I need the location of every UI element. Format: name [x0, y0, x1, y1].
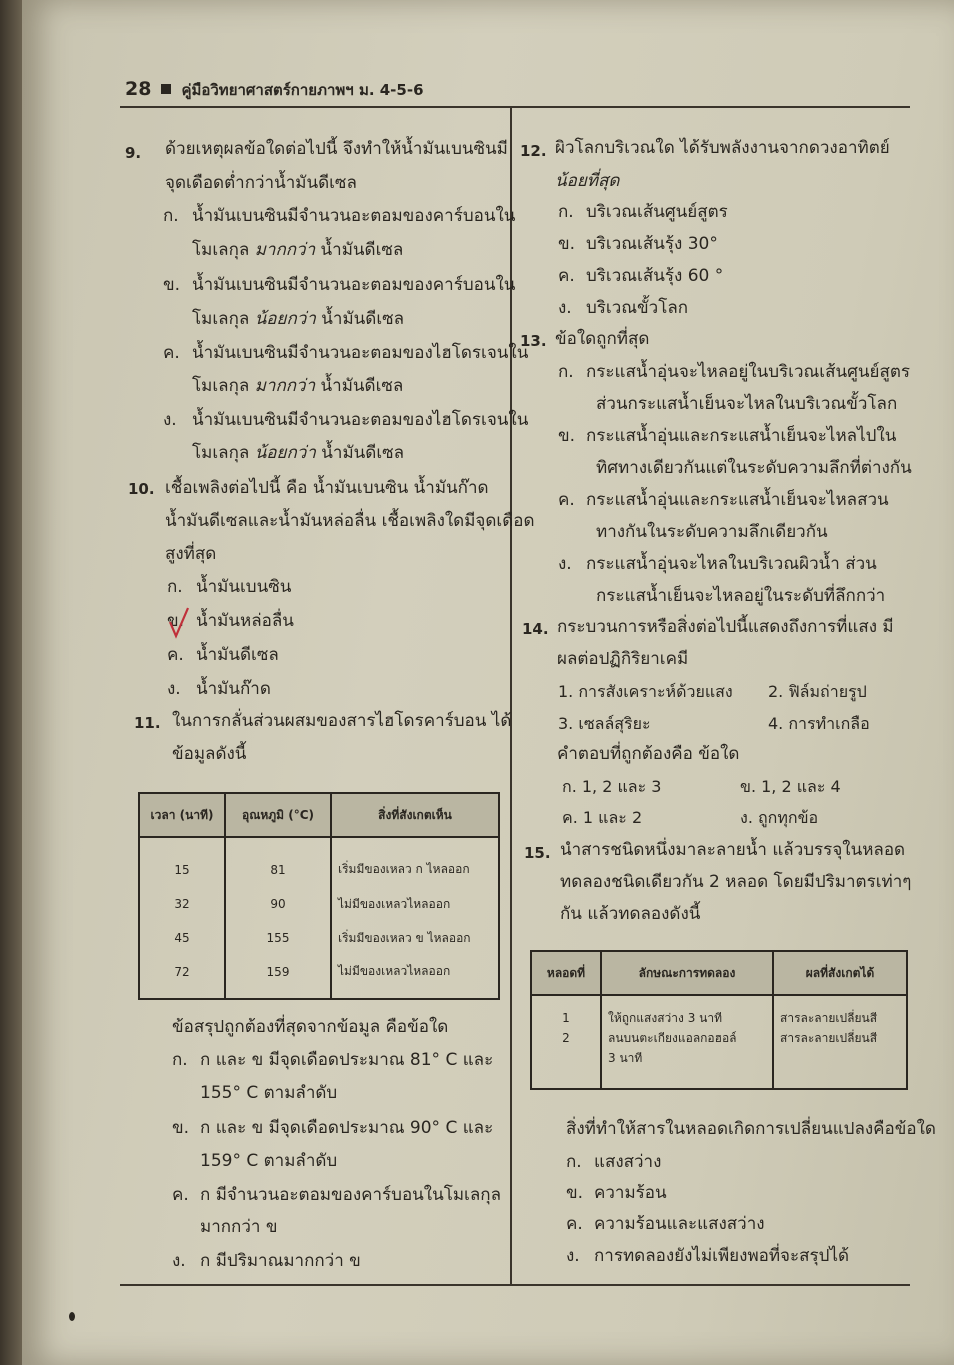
q9-option-d-line2: โมเลกุล น้อยกว่า น้ำมันดีเซล: [192, 443, 405, 463]
header-rule: [120, 106, 910, 108]
q14-item-3: 3. เซลล์สุริยะ: [558, 714, 651, 733]
col-temp-header: อุณหภูมิ (°C): [225, 793, 331, 837]
q9-stem-line2: จุดเดือดต่ำกว่าน้ำมันดีเซล: [165, 173, 357, 193]
q15-option-c: ความร้อนและแสงสว่าง: [594, 1214, 765, 1234]
q15-option-a: แสงสว่าง: [594, 1152, 662, 1172]
q14-number: 14.: [522, 620, 549, 638]
table-cell: 15: [139, 837, 225, 887]
q14-item-1: 1. การสังเคราะห์ด้วยแสง: [558, 682, 733, 701]
q11-option-c-line1: ก มีจำนวนอะตอมของคาร์บอนในโมเลกุล: [200, 1185, 501, 1205]
q10-option-c-marker: ค.: [167, 645, 184, 665]
page-header: [125, 78, 424, 102]
q10-stem-line1: เชื้อเพลิงต่อไปนี้ คือ น้ำมันเบนซิน น้ำมันก๊าด: [165, 478, 489, 498]
book-title: คู่มือวิทยาศาสตร์กายภาพฯ ม. 4-5-6: [181, 81, 424, 99]
q15-option-b: ความร้อน: [594, 1183, 667, 1203]
q10-stem-line3: สูงที่สุด: [165, 544, 217, 564]
col-time-header: เวลา (นาที): [139, 793, 225, 837]
distillation-table: [138, 792, 500, 1000]
q9-option-c-line2: โมเลกุล มากกว่า น้ำมันดีเซล: [192, 376, 404, 396]
q9-option-a-line2: โมเลกุล มากกว่า น้ำมันดีเซล: [192, 240, 404, 260]
table-cell-method: ให้ถูกแสงสว่าง 3 นาที ลนบนตะเกียงแอลกอฮอล์ 3 นาที: [601, 995, 773, 1089]
q11-option-a-line1: ก และ ข มีจุดเดือดประมาณ 81° C และ: [200, 1050, 494, 1070]
q15-stem-line2: ทดลองชนิดเดียวกัน 2 หลอด โดยมีปริมาตรเท่าๆ: [560, 872, 912, 892]
q10-option-b: น้ำมันหล่อลื่น: [196, 611, 294, 631]
q10-option-d-marker: ง.: [167, 679, 181, 699]
q15-number: 15.: [524, 844, 551, 862]
q11-stem-line1: ในการกลั่นส่วนผสมของสารไฮโดรคาร์บอน ได้: [172, 711, 512, 731]
q13-option-c-marker: ค.: [558, 490, 575, 510]
q11-stem-line2: ข้อมูลดังนี้: [172, 744, 247, 764]
table-row: [531, 995, 907, 1089]
q12-option-b-marker: ข.: [558, 234, 576, 254]
q14-prompt: คำตอบที่ถูกต้องคือ ข้อใด: [557, 744, 740, 764]
q9-option-b-line1: น้ำมันเบนซินมีจำนวนอะตอมของคาร์บอนใน: [192, 275, 516, 295]
q13-option-b-marker: ข.: [558, 426, 576, 446]
q13-option-b-line2: ทิศทางเดียวกันแต่ในระดับความลึกที่ต่างกัน: [596, 458, 912, 478]
col-observation-header: สิ่งที่สังเกตเห็น: [331, 793, 499, 837]
ink-spot: [69, 1312, 75, 1321]
q10-option-a: น้ำมันเบนซิน: [196, 577, 292, 597]
q15-option-d-marker: ง.: [566, 1246, 580, 1266]
q15-stem-line1: นำสารชนิดหนึ่งมาละลายน้ำ แล้วบรรจุในหลอด: [560, 840, 906, 860]
table-cell: ไม่มีของเหลวไหลออก: [331, 887, 499, 921]
q13-option-a-line2: ส่วนกระแสน้ำเย็นจะไหลในบริเวณขั้วโลก: [596, 394, 898, 414]
q10-option-a-marker: ก.: [167, 577, 183, 597]
page-number: 28: [125, 78, 152, 100]
q9-option-b-line2: โมเลกุล น้อยกว่า น้ำมันดีเซล: [192, 309, 405, 329]
q11-option-c-line2: มากกว่า ข: [200, 1217, 278, 1237]
q12-stem-line1: ผิวโลกบริเวณใด ได้รับพลังงานจากดวงอาทิตย์: [555, 138, 890, 158]
table-cell: เริ่มมีของเหลว ก ไหลออก: [331, 837, 499, 887]
q15-stem-line3: กัน แล้วทดลองดังนี้: [560, 904, 701, 924]
q13-option-a-line1: กระแสน้ำอุ่นจะไหลอยู่ในบริเวณเส้นศูนย์สูตร: [586, 362, 911, 382]
q11-option-a-line2: 155° C ตามลำดับ: [200, 1083, 338, 1103]
table-cell-tubes: 1 2: [531, 995, 601, 1089]
table-row: [139, 837, 499, 887]
q13-option-b-line1: กระแสน้ำอุ่นและกระแสน้ำเย็นจะไหลไปใน: [586, 426, 897, 446]
q13-stem: ข้อใดถูกที่สุด: [555, 329, 650, 349]
table-row: [139, 887, 499, 921]
q12-option-b: บริเวณเส้นรุ้ง 30°: [586, 234, 718, 254]
table-cell: 32: [139, 887, 225, 921]
q11-option-b-line2: 159° C ตามลำดับ: [200, 1151, 338, 1171]
q12-option-c: บริเวณเส้นรุ้ง 60 °: [586, 266, 724, 286]
table-cell: 90: [225, 887, 331, 921]
q13-option-c-line2: ทางกันในระดับความลึกเดียวกัน: [596, 522, 828, 542]
q15-option-c-marker: ค.: [566, 1214, 583, 1234]
q15-option-d: การทดลองยังไม่เพียงพอที่จะสรุปได้: [594, 1246, 850, 1266]
q10-option-c: น้ำมันดีเซล: [196, 645, 279, 665]
light-heat-table: [530, 950, 908, 1090]
q9-number: 9.: [125, 144, 142, 162]
q10-number: 10.: [128, 480, 155, 498]
q10-option-d: น้ำมันก๊าด: [196, 679, 271, 699]
pen-check-mark-icon: [168, 606, 190, 640]
q15-option-b-marker: ข.: [566, 1183, 584, 1203]
q13-option-d-line1: กระแสน้ำอุ่นจะไหลในบริเวณผิวน้ำ ส่วน: [586, 554, 877, 574]
table-cell: เริ่มมีของเหลว ข ไหลออก: [331, 921, 499, 955]
q14-option-c: ค. 1 และ 2: [562, 808, 643, 827]
square-bullet-icon: [161, 84, 171, 94]
q9-option-d-marker: ง.: [163, 410, 177, 430]
q13-number: 13.: [520, 332, 547, 350]
q11-number: 11.: [134, 714, 161, 732]
table-cell: 45: [139, 921, 225, 955]
q13-option-d-line2: กระแสน้ำเย็นจะไหลอยู่ในระดับที่ลึกกว่า: [596, 586, 886, 606]
q13-option-c-line1: กระแสน้ำอุ่นและกระแสน้ำเย็นจะไหลสวน: [586, 490, 889, 510]
q14-item-2: 2. ฟิล์มถ่ายรูป: [768, 682, 867, 701]
q14-option-b: ข. 1, 2 และ 4: [740, 777, 841, 796]
q11-option-a-marker: ก.: [172, 1050, 188, 1070]
q11-prompt: ข้อสรุปถูกต้องที่สุดจากข้อมูล คือข้อใด: [172, 1017, 449, 1037]
q14-stem-line2: ผลต่อปฏิกิริยาเคมี: [557, 649, 689, 669]
q11-option-c-marker: ค.: [172, 1185, 189, 1205]
table-cell-result: สารละลายเปลี่ยนสี สารละลายเปลี่ยนสี: [773, 995, 907, 1089]
table-cell: 155: [225, 921, 331, 955]
table-header-row: [139, 793, 499, 837]
table-cell: 72: [139, 955, 225, 999]
q9-option-a-marker: ก.: [163, 206, 179, 226]
q9-option-d-line1: น้ำมันเบนซินมีจำนวนอะตอมของไฮโดรเจนใน: [192, 410, 529, 430]
q9-option-a-line1: น้ำมันเบนซินมีจำนวนอะตอมของคาร์บอนใน: [192, 206, 516, 226]
q12-option-d-marker: ง.: [558, 298, 572, 318]
q11-option-b-line1: ก และ ข มีจุดเดือดประมาณ 90° C และ: [200, 1118, 494, 1138]
q10-stem-line2: น้ำมันดีเซลและน้ำมันหล่อลื่น เชื้อเพลิงใดมีจุดเดือด: [165, 511, 535, 531]
q10-option-b-marker: ข.: [167, 611, 185, 631]
q12-number: 12.: [520, 142, 547, 160]
q12-stem-line2: น้อยที่สุด: [555, 171, 620, 191]
q9-option-b-marker: ข.: [163, 275, 181, 295]
q15-prompt: สิ่งที่ทำให้สารในหลอดเกิดการเปลี่ยนแปลงคือข้อใด: [566, 1119, 936, 1139]
q15-option-a-marker: ก.: [566, 1152, 582, 1172]
col-result-header: ผลที่สังเกตได้: [773, 951, 907, 995]
table-cell: 159: [225, 955, 331, 999]
q11-option-b-marker: ข.: [172, 1118, 190, 1138]
q14-item-4: 4. การทำเกลือ: [768, 714, 870, 733]
q14-option-a: ก. 1, 2 และ 3: [562, 777, 662, 796]
q11-option-d-marker: ง.: [172, 1251, 186, 1271]
q12-option-d: บริเวณขั้วโลก: [586, 298, 689, 318]
table-row: [139, 921, 499, 955]
q9-stem-line1: ด้วยเหตุผลข้อใดต่อไปนี้ จึงทำให้น้ำมันเบนซินมี: [165, 139, 508, 159]
table-header-row: [531, 951, 907, 995]
q14-stem-line1: กระบวนการหรือสิ่งต่อไปนี้แสดงถึงการที่แสง มี: [557, 617, 894, 637]
col-tube-header: หลอดที่: [531, 951, 601, 995]
col-method-header: ลักษณะการทดลอง: [601, 951, 773, 995]
table-row: [139, 955, 499, 999]
q12-option-a: บริเวณเส้นศูนย์สูตร: [586, 202, 728, 222]
q12-option-c-marker: ค.: [558, 266, 575, 286]
table-cell: 81: [225, 837, 331, 887]
table-cell: ไม่มีของเหลวไหลออก: [331, 955, 499, 999]
q14-option-d: ง. ถูกทุกข้อ: [740, 808, 819, 827]
footer-rule: [120, 1284, 910, 1286]
q13-option-a-marker: ก.: [558, 362, 574, 382]
q13-option-d-marker: ง.: [558, 554, 572, 574]
q9-option-c-marker: ค.: [163, 343, 180, 363]
book-spine-shadow: [0, 0, 22, 1365]
q11-option-d-line1: ก มีปริมาณมากกว่า ข: [200, 1251, 361, 1271]
q9-option-c-line1: น้ำมันเบนซินมีจำนวนอะตอมของไฮโดรเจนใน: [192, 343, 529, 363]
q12-option-a-marker: ก.: [558, 202, 574, 222]
